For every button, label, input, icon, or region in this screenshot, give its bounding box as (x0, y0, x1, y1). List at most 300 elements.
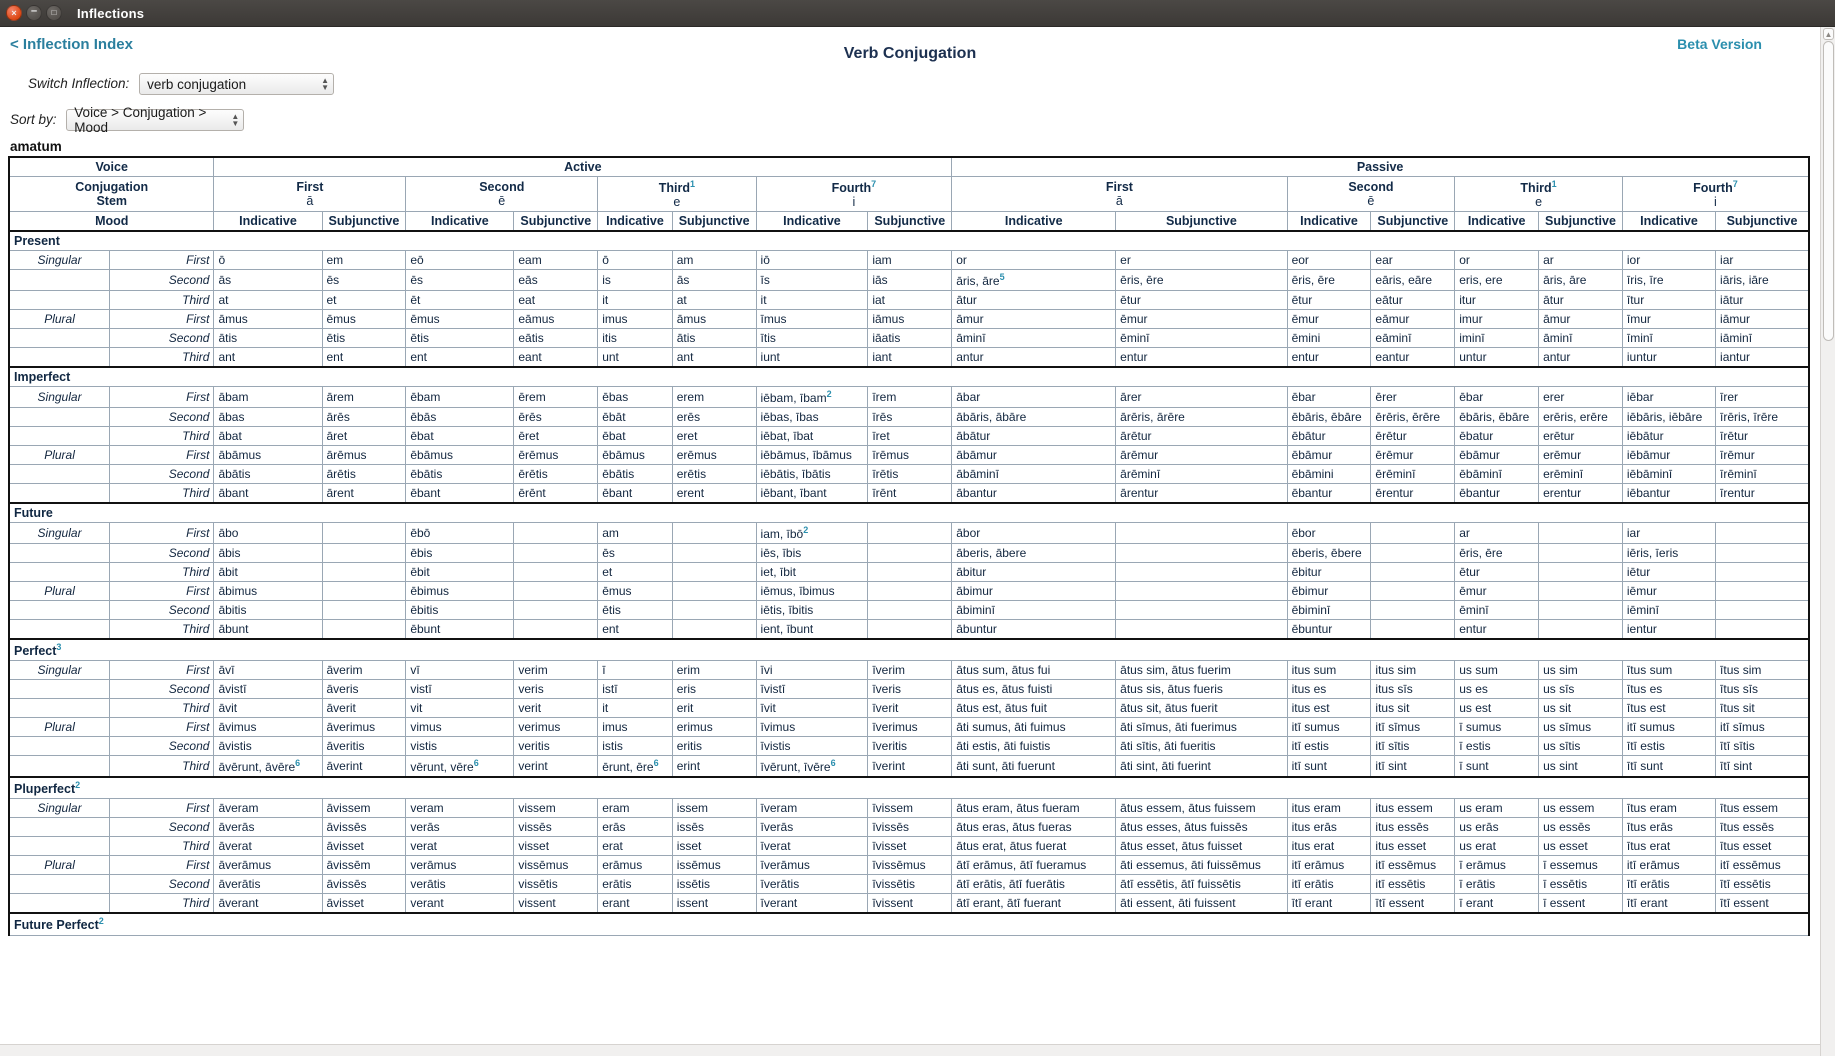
form-cell: verat (406, 837, 514, 856)
conjugation-row (9, 427, 1809, 446)
mood-header-indicative-fourth-active: Indicative (756, 212, 868, 232)
form-cell: ērēs (514, 408, 598, 427)
form-cell: itus essēs (1371, 818, 1455, 837)
person-label: First (110, 799, 214, 818)
form-cell: eor (1287, 251, 1371, 270)
person-label: Third (110, 348, 214, 368)
conjugation-row (9, 291, 1809, 310)
footnote-marker[interactable]: 1 (1551, 179, 1557, 189)
maximize-icon: □ (51, 8, 57, 17)
form-cell: ēbāmur (1287, 446, 1371, 465)
form-cell (1116, 620, 1287, 640)
form-cell: ītus sum (1622, 661, 1715, 680)
form-cell: ēs (598, 544, 673, 563)
form-cell: ēris, ēre (1287, 270, 1371, 291)
conjugation-row (9, 544, 1809, 563)
window-close-button[interactable] (6, 5, 22, 21)
form-cell: īrem (868, 387, 952, 408)
form-cell: us eram (1455, 799, 1539, 818)
form-cell: īrētur (1716, 427, 1809, 446)
number-label: Singular (9, 661, 110, 680)
form-cell: eāminī (1371, 329, 1455, 348)
form-cell: āminī (952, 329, 1116, 348)
inflection-index-link[interactable]: < Inflection Index (10, 36, 133, 53)
form-cell: ēbar (1455, 387, 1539, 408)
form-cell: ītus es (1622, 680, 1715, 699)
conjugation-row (9, 680, 1809, 699)
form-cell: āris, āre (1539, 270, 1623, 291)
person-label: Second (110, 680, 214, 699)
form-cell: ēberis, ēbere (1287, 544, 1371, 563)
form-cell: erat (598, 837, 673, 856)
conjugation-header-first-passive: First ā (952, 177, 1287, 212)
form-cell: āveritis (322, 737, 406, 756)
form-cell: iēbāmur (1622, 446, 1715, 465)
form-cell: ītus essem (1716, 799, 1809, 818)
form-cell: iēbātur (1622, 427, 1715, 446)
conjugation-table-body (9, 231, 1809, 935)
form-cell: āvistī (214, 680, 322, 699)
tense-label-present: Present (9, 231, 1809, 251)
form-cell: erēmur (1539, 446, 1623, 465)
form-cell: itī essēmus (1716, 856, 1809, 875)
form-cell: ent (322, 348, 406, 368)
footnote-marker[interactable]: 2 (98, 916, 104, 927)
form-cell: ītī sint (1716, 756, 1809, 778)
form-cell: eāris, eāre (1371, 270, 1455, 291)
form-cell: īmur (1622, 310, 1715, 329)
person-label: Third (110, 427, 214, 446)
form-cell: īverim (868, 661, 952, 680)
form-cell: ātus sum, ātus fui (952, 661, 1116, 680)
tense-header-row (9, 777, 1809, 799)
number-label: Plural (9, 310, 110, 329)
form-cell: āti sumus, āti fuimus (952, 718, 1116, 737)
conjugation-stem-header-row (9, 177, 1809, 212)
form-cell: ētis (598, 601, 673, 620)
footnote-marker[interactable]: 6 (830, 758, 836, 769)
form-cell: ētur (1287, 291, 1371, 310)
form-cell: ēmus (598, 582, 673, 601)
form-cell: ērētis (514, 465, 598, 484)
form-cell: ītī essent (1716, 894, 1809, 914)
form-cell (1539, 523, 1623, 544)
form-cell: itis (598, 329, 673, 348)
form-cell: ītus erās (1622, 818, 1715, 837)
form-cell: īris, īre (1622, 270, 1715, 291)
footnote-marker[interactable]: 1 (689, 179, 695, 189)
form-cell (672, 601, 756, 620)
form-cell: ēbantur (1455, 484, 1539, 504)
form-cell: verant (406, 894, 514, 914)
number-label (9, 427, 110, 446)
footnote-marker[interactable]: 6 (653, 758, 659, 769)
app-viewport (0, 27, 1835, 1056)
number-label (9, 818, 110, 837)
window-minimize-button[interactable] (26, 5, 42, 21)
conjugation-header-fourth-passive: Fourth$^7$ i (1622, 177, 1809, 212)
footnote-marker[interactable]: 7 (871, 179, 877, 189)
form-cell: it (598, 699, 673, 718)
form-cell: īvi (756, 661, 868, 680)
form-cell: ātus esses, ātus fuissēs (1116, 818, 1287, 837)
form-cell: ātus es, ātus fuisti (952, 680, 1116, 699)
form-cell: ō (598, 251, 673, 270)
form-cell (672, 620, 756, 640)
form-cell: vērunt, vēre$^6$ (406, 756, 514, 778)
form-cell: iēbantur (1622, 484, 1715, 504)
form-cell: et (322, 291, 406, 310)
form-cell: iant (868, 348, 952, 368)
number-label: Singular (9, 387, 110, 408)
footnote-marker[interactable]: 5 (999, 272, 1005, 283)
form-cell: ēbatur (1455, 427, 1539, 446)
form-cell: iēbat, ībat (756, 427, 868, 446)
form-cell: verāmus (406, 856, 514, 875)
form-cell: āverāmus (214, 856, 322, 875)
person-label: Second (110, 544, 214, 563)
form-cell: issēs (672, 818, 756, 837)
form-cell: īrer (1716, 387, 1809, 408)
form-cell: ātur (1539, 291, 1623, 310)
conjugation-row (9, 484, 1809, 504)
form-cell: eram (598, 799, 673, 818)
form-cell (514, 620, 598, 640)
form-cell: ēbor (1287, 523, 1371, 544)
person-label: Third (110, 484, 214, 504)
form-cell: verimus (514, 718, 598, 737)
conjugation-row (9, 523, 1809, 544)
form-cell: ent (598, 620, 673, 640)
form-cell: āvissēs (322, 875, 406, 894)
form-cell: ābis (214, 544, 322, 563)
form-cell: āvistis (214, 737, 322, 756)
form-cell: ītus est (1622, 699, 1715, 718)
conjugation-stem-row-label: Conjugation Stem (9, 177, 214, 212)
form-cell: iēbāminī (1622, 465, 1715, 484)
form-cell: ērētur (1371, 427, 1455, 446)
form-cell: ēbāmini (1287, 465, 1371, 484)
conjugation-row (9, 737, 1809, 756)
form-cell: ābiminī (952, 601, 1116, 620)
form-cell: ī erātis (1455, 875, 1539, 894)
form-cell: ēbātur (1287, 427, 1371, 446)
form-cell: erentur (1539, 484, 1623, 504)
form-cell: et (598, 563, 673, 582)
horizontal-scrollbar[interactable] (0, 1044, 1820, 1056)
form-cell: ī essemus (1539, 856, 1623, 875)
form-cell: āverant (214, 894, 322, 914)
form-cell (514, 582, 598, 601)
conjugation-row (9, 329, 1809, 348)
form-cell: āris, āre$^5$ (952, 270, 1116, 291)
form-cell: īverimus (868, 718, 952, 737)
form-cell: itī sītis (1371, 737, 1455, 756)
conjugation-stem-char: ā (306, 194, 314, 209)
form-cell: am (598, 523, 673, 544)
form-cell: itī estis (1287, 737, 1371, 756)
number-label: Plural (9, 582, 110, 601)
conjugation-stem-char: i (1714, 195, 1717, 210)
page-content (0, 27, 1820, 1056)
form-cell: ēbat (406, 427, 514, 446)
form-cell: iēminī (1622, 601, 1715, 620)
form-cell: iēbātis, ībātis (756, 465, 868, 484)
sort-by-select[interactable] (66, 105, 244, 135)
form-cell: iās (868, 270, 952, 291)
conjugation-header-third-passive: Third$^1$ e (1455, 177, 1623, 212)
form-cell: ēbis (406, 544, 514, 563)
form-cell: ātus eras, ātus fueras (952, 818, 1116, 837)
form-cell: āti essemus, āti fuissēmus (1116, 856, 1287, 875)
mood-header-indicative-second-active: Indicative (406, 212, 514, 232)
mood-row-label: Mood (9, 212, 214, 232)
form-cell: īveram (756, 799, 868, 818)
form-cell: ītī sītis (1716, 737, 1809, 756)
form-cell: ant (214, 348, 322, 368)
form-cell: eātur (1371, 291, 1455, 310)
conjugation-row (9, 601, 1809, 620)
number-label (9, 601, 110, 620)
person-label: First (110, 582, 214, 601)
form-cell (672, 582, 756, 601)
form-cell: īrēminī (1716, 465, 1809, 484)
form-cell: itus est (1287, 699, 1371, 718)
form-cell: ērer (1371, 387, 1455, 408)
window-maximize-button[interactable] (46, 5, 62, 21)
form-cell: īvissēs (868, 818, 952, 837)
footnote-marker[interactable]: 6 (473, 758, 479, 769)
form-cell: ēbāmur (1455, 446, 1539, 465)
form-cell: ī sumus (1455, 718, 1539, 737)
form-cell: entur (1116, 348, 1287, 368)
form-cell: āverat (214, 837, 322, 856)
footnote-marker[interactable]: 2 (75, 780, 81, 791)
tense-label-perfect: Perfect$^3$ (9, 639, 1809, 661)
mood-header-indicative-third-active: Indicative (598, 212, 673, 232)
number-label (9, 680, 110, 699)
form-cell: issem (672, 799, 756, 818)
form-cell: itur (1455, 291, 1539, 310)
form-cell: itī sumus (1622, 718, 1715, 737)
form-cell: ērēris, ērēre (1371, 408, 1455, 427)
conjugation-row (9, 446, 1809, 465)
form-cell: ītus erat (1622, 837, 1715, 856)
form-cell: ārer (1116, 387, 1287, 408)
form-cell: iunt (756, 348, 868, 368)
form-cell: īrentur (1716, 484, 1809, 504)
form-cell: er (1116, 251, 1287, 270)
vertical-scrollbar-thumb[interactable] (1823, 41, 1834, 341)
form-cell: ītur (1622, 291, 1715, 310)
form-cell: īverās (756, 818, 868, 837)
form-cell: īverāmus (756, 856, 868, 875)
form-cell: āvī (214, 661, 322, 680)
scroll-up-arrow-icon[interactable]: ▲ (1824, 29, 1833, 39)
form-cell: iēs, ībis (756, 544, 868, 563)
form-cell: ērunt, ēre$^6$ (598, 756, 673, 778)
form-cell: ēmur (1455, 582, 1539, 601)
conjugation-row (9, 875, 1809, 894)
form-cell: āti estis, āti fuistis (952, 737, 1116, 756)
form-cell: iuntur (1622, 348, 1715, 368)
number-label: Plural (9, 856, 110, 875)
chevron-updown-icon: ▲ ▼ (231, 112, 240, 128)
form-cell (672, 563, 756, 582)
switch-inflection-label: Switch Inflection: (28, 75, 130, 91)
conjugation-stem-char: i (852, 195, 856, 210)
form-cell: ārēmur (1116, 446, 1287, 465)
conjugation-row (9, 582, 1809, 601)
person-label: First (110, 523, 214, 544)
form-cell: ābunt (214, 620, 322, 640)
form-cell: erer (1539, 387, 1623, 408)
conjugation-row (9, 661, 1809, 680)
form-cell: itus essem (1371, 799, 1455, 818)
form-cell: ās (214, 270, 322, 291)
form-cell: āret (322, 427, 406, 446)
form-cell: issēmus (672, 856, 756, 875)
person-label: Second (110, 329, 214, 348)
form-cell: ēbuntur (1287, 620, 1371, 640)
form-cell: vistis (406, 737, 514, 756)
form-cell: issētis (672, 875, 756, 894)
form-cell: ītus eram (1622, 799, 1715, 818)
tense-header-row (9, 503, 1809, 523)
form-cell: īvimus (756, 718, 868, 737)
form-cell: īminī (1622, 329, 1715, 348)
tense-label-future: Future (9, 503, 1809, 523)
mood-header-subjunctive-second-active: Subjunctive (514, 212, 598, 232)
form-cell: ābāmus (214, 446, 322, 465)
form-cell: ātus erat, ātus fuerat (952, 837, 1116, 856)
form-cell (672, 523, 756, 544)
form-cell: ēris, ēre (1455, 544, 1539, 563)
minimize-icon: – (30, 5, 38, 17)
switch-inflection-select[interactable] (139, 73, 334, 95)
person-label: First (110, 718, 214, 737)
conjugation-row (9, 465, 1809, 484)
form-cell: itī erāmus (1287, 856, 1371, 875)
form-cell (514, 544, 598, 563)
form-cell (1716, 620, 1809, 640)
form-cell (1371, 601, 1455, 620)
form-cell: iāmur (1716, 310, 1809, 329)
person-label: First (110, 387, 214, 408)
conjugation-stem-char: ē (1367, 194, 1375, 209)
form-cell: āvissēm (322, 856, 406, 875)
form-cell: ātis (672, 329, 756, 348)
form-cell (1716, 601, 1809, 620)
conjugation-row (9, 799, 1809, 818)
form-cell: eam (514, 251, 598, 270)
vertical-scrollbar[interactable] (1820, 27, 1835, 1056)
person-label: First (110, 251, 214, 270)
form-cell (1539, 563, 1623, 582)
form-cell: eō (406, 251, 514, 270)
form-cell: ītī erātis (1622, 875, 1715, 894)
form-cell (514, 601, 598, 620)
form-cell: īvistis (756, 737, 868, 756)
conjugation-stem-char: ā (1115, 194, 1123, 209)
form-cell: iēbar (1622, 387, 1715, 408)
form-cell: iat (868, 291, 952, 310)
footnote-marker[interactable]: 6 (295, 758, 301, 769)
form-cell: ētur (1116, 291, 1287, 310)
form-cell: vissem (514, 799, 598, 818)
number-label (9, 737, 110, 756)
form-cell: ēbāmus (406, 446, 514, 465)
tense-header-row (9, 367, 1809, 387)
form-cell: ērēnt (514, 484, 598, 504)
conjugation-row (9, 894, 1809, 914)
form-cell: īverant (756, 894, 868, 914)
footnote-marker[interactable]: 7 (1732, 179, 1738, 189)
form-cell: ērēminī (1371, 465, 1455, 484)
form-cell: īvissēmus (868, 856, 952, 875)
form-cell (514, 563, 598, 582)
mood-header-subjunctive-first-active: Subjunctive (322, 212, 406, 232)
conjugation-stem-char: ē (498, 194, 506, 209)
form-cell (514, 523, 598, 544)
form-cell: āti essent, āti fuissent (1116, 894, 1287, 914)
form-cell: istī (598, 680, 673, 699)
footnote-marker[interactable]: 2 (826, 389, 832, 400)
form-cell (868, 601, 952, 620)
form-cell (1539, 544, 1623, 563)
form-cell: erim (672, 661, 756, 680)
form-cell: ātus essem, ātus fuissem (1116, 799, 1287, 818)
form-cell: ārem (322, 387, 406, 408)
form-cell (1539, 582, 1623, 601)
form-cell: us sim (1539, 661, 1623, 680)
form-cell: ātus sit, ātus fuerit (1116, 699, 1287, 718)
form-cell: antur (952, 348, 1116, 368)
mood-header-indicative-first-active: Indicative (214, 212, 322, 232)
tense-header-row (9, 231, 1809, 251)
form-cell: ēret (514, 427, 598, 446)
form-cell: ābāris, ābāre (952, 408, 1116, 427)
form-cell: iāminī (1716, 329, 1809, 348)
tense-label-imperfect: Imperfect (9, 367, 1809, 387)
form-cell: itī sīmus (1716, 718, 1809, 737)
form-cell: iātur (1716, 291, 1809, 310)
person-label: Third (110, 837, 214, 856)
form-cell: īrēs (868, 408, 952, 427)
form-cell: āberis, ābere (952, 544, 1116, 563)
form-cell: ābantur (952, 484, 1116, 504)
form-cell: erēmus (672, 446, 756, 465)
footnote-marker[interactable]: 2 (803, 525, 809, 536)
form-cell: itus eram (1287, 799, 1371, 818)
form-cell (1116, 601, 1287, 620)
form-cell: us sint (1539, 756, 1623, 778)
mood-header-subjunctive-fourth-active: Subjunctive (868, 212, 952, 232)
conjugation-row (9, 310, 1809, 329)
form-cell: iet, ībit (756, 563, 868, 582)
form-cell: ēbāris, ēbāre (1455, 408, 1539, 427)
form-cell: īveris (868, 680, 952, 699)
form-cell: vī (406, 661, 514, 680)
form-cell: iar (1622, 523, 1715, 544)
footnote-marker[interactable]: 3 (56, 642, 62, 653)
form-cell: ēbiminī (1287, 601, 1371, 620)
form-cell: ātus eram, ātus fueram (952, 799, 1116, 818)
form-cell: īvissent (868, 894, 952, 914)
form-cell: ior (1622, 251, 1715, 270)
form-cell: at (214, 291, 322, 310)
form-cell: ēs (406, 270, 514, 291)
